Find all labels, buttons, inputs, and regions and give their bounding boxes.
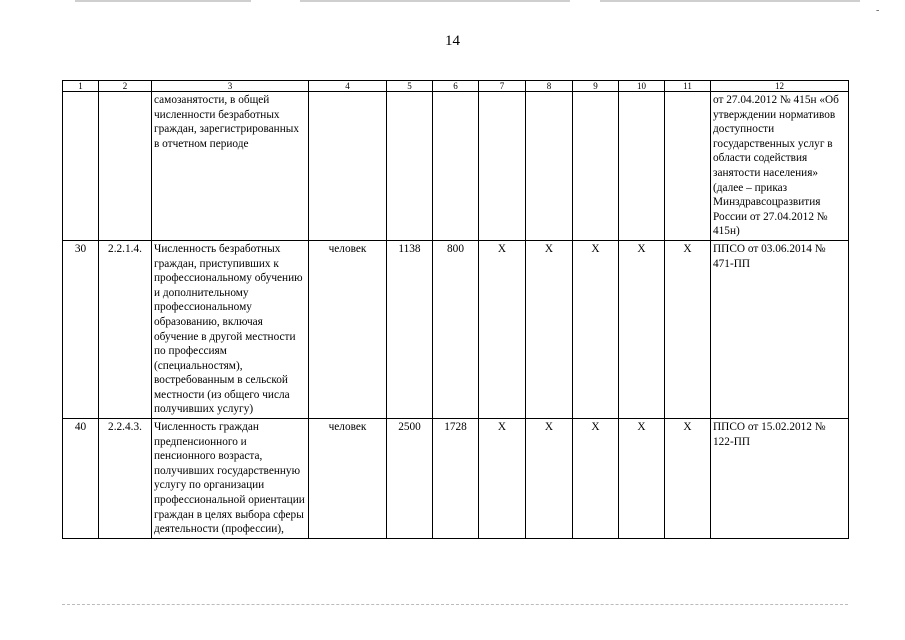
column-header: 2 xyxy=(99,81,152,92)
value-cell xyxy=(573,92,619,241)
indicator-name-cell: Численность безработных граждан, приступивших к профессиональному обучению и дополнительному профессиональному образованию, включая обучение в другой местности по профессиям (специальностям), востребованным в сельской местности (из общего числа получивших услугу) xyxy=(152,240,309,418)
top-scan-rule xyxy=(75,0,251,2)
column-header: 10 xyxy=(619,81,665,92)
table-row xyxy=(63,419,849,539)
indicator-code-cell xyxy=(99,92,152,241)
value-cell: 2500 xyxy=(387,419,433,539)
value-cell: X xyxy=(619,240,665,418)
value-cell: 800 xyxy=(433,240,479,418)
value-cell: X xyxy=(526,240,573,418)
unit-cell: человек xyxy=(309,419,387,539)
value-cell xyxy=(433,92,479,241)
header-row xyxy=(63,81,849,92)
value-cell: X xyxy=(479,419,526,539)
data-table xyxy=(62,80,849,539)
indicator-code-cell: 2.2.4.3. xyxy=(99,419,152,539)
value-cell xyxy=(665,92,711,241)
top-scan-rule xyxy=(600,0,860,2)
value-cell: 1138 xyxy=(387,240,433,418)
column-header: 11 xyxy=(665,81,711,92)
corner-mark: - xyxy=(876,5,880,16)
value-cell: X xyxy=(479,240,526,418)
column-header: 6 xyxy=(433,81,479,92)
top-scan-rule xyxy=(300,0,570,2)
source-cell: ППСО от 15.02.2012 № 122-ПП xyxy=(711,419,849,539)
value-cell: X xyxy=(573,419,619,539)
value-cell: 1728 xyxy=(433,419,479,539)
value-cell xyxy=(479,92,526,241)
column-header: 5 xyxy=(387,81,433,92)
value-cell xyxy=(387,92,433,241)
unit-cell xyxy=(309,92,387,241)
source-cell: ППСО от 03.06.2014 № 471-ПП xyxy=(711,240,849,418)
column-header: 3 xyxy=(152,81,309,92)
unit-cell: человек xyxy=(309,240,387,418)
row-number-cell: 40 xyxy=(63,419,99,539)
column-header: 12 xyxy=(711,81,849,92)
row-number-cell xyxy=(63,92,99,241)
indicator-code-cell: 2.2.1.4. xyxy=(99,240,152,418)
column-header: 9 xyxy=(573,81,619,92)
table-row xyxy=(63,240,849,418)
row-number-cell: 30 xyxy=(63,240,99,418)
value-cell: X xyxy=(573,240,619,418)
page-number: 14 xyxy=(445,33,460,49)
value-cell: X xyxy=(619,419,665,539)
column-header: 7 xyxy=(479,81,526,92)
value-cell xyxy=(619,92,665,241)
value-cell: X xyxy=(665,419,711,539)
page-cut-line xyxy=(62,604,848,605)
value-cell: X xyxy=(526,419,573,539)
value-cell xyxy=(526,92,573,241)
column-header: 1 xyxy=(63,81,99,92)
table-row xyxy=(63,92,849,241)
indicator-name-cell: самозанятости, в общей численности безработных граждан, зарегистрированных в отчетном периоде xyxy=(152,92,309,241)
column-header: 4 xyxy=(309,81,387,92)
indicator-name-cell: Численность граждан предпенсионного и пенсионного возраста, получивших государственную услугу по организации профессиональной ориентации граждан в целях выбора сферы деятельности (профессии), xyxy=(152,419,309,539)
source-cell: от 27.04.2012 № 415н «Об утверждении нормативов доступности государственных услуг в области содействия занятости населения» (далее – приказ Минздравсоцразвития России от 27.04.2012 № 415н) xyxy=(711,92,849,241)
value-cell: X xyxy=(665,240,711,418)
column-header: 8 xyxy=(526,81,573,92)
